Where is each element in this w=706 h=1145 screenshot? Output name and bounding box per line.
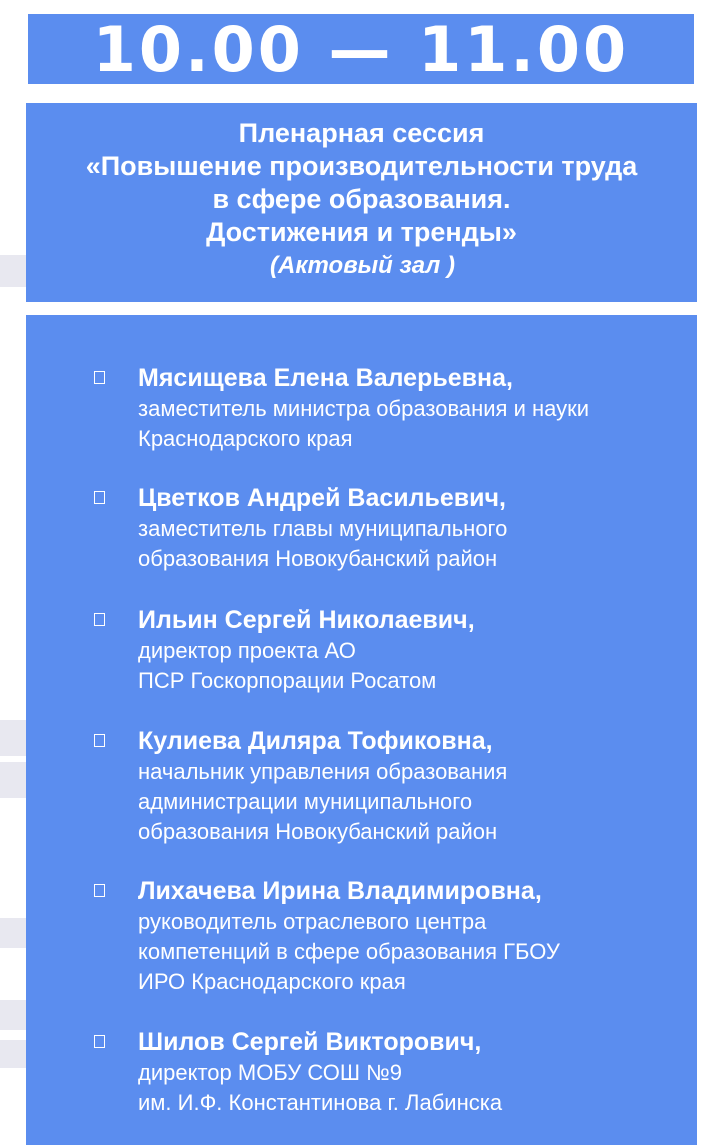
edge-decoration [0,918,26,948]
speaker-role-line: им. И.Ф. Константинова г. Лабинска [138,1090,503,1115]
speaker-role-line: директор МОБУ СОШ №9 [138,1060,402,1085]
checkbox-bullet-icon [94,1035,105,1048]
speaker-role-line: руководитель отраслевого центра [138,909,487,934]
session-title-line: «Повышение производительности труда [85,151,638,181]
speaker-role-line: компетенций в сфере образования ГБОУ [138,939,560,964]
speaker-role-line: начальник управления образования [138,759,508,784]
session-title-line: в сфере образования. [212,184,511,214]
speaker-name: Мясищева Елена Валерьевна, [138,364,513,392]
edge-decoration [0,1000,26,1030]
edge-decoration [0,720,26,756]
speaker-name: Ильин Сергей Николаевич, [138,606,475,634]
speaker-name: Шилов Сергей Викторович, [138,1028,482,1056]
checkbox-bullet-icon [94,491,105,504]
edge-decoration [0,255,26,287]
speaker-role [138,757,507,847]
checkbox-bullet-icon [94,734,105,747]
speaker-name: Цветков Андрей Васильевич, [138,484,506,512]
checkbox-bullet-icon [94,613,105,626]
edge-decoration [0,1040,26,1068]
speaker-role-line: образования Новокубанский район [138,546,498,571]
speaker-role-line: заместитель министра образования и науки [138,396,590,421]
session-title-line: Достижения и тренды» [206,217,517,247]
speaker-role-line: ИРО Краснодарского края [138,969,406,994]
speaker-role [138,1058,502,1118]
speaker-role [138,636,436,696]
speaker-role-line: ПСР Госкорпорации Росатом [138,668,437,693]
checkbox-bullet-icon [94,884,105,897]
checkbox-bullet-icon [94,371,105,384]
edge-decoration [0,762,26,798]
speaker-name: Кулиева Диляра Тофиковна, [138,727,493,755]
speaker-role-line: образования Новокубанский район [138,819,498,844]
speaker-role-line: Краснодарского края [138,426,353,451]
speaker-role [138,907,560,997]
speaker-role-line: администрации муниципального [138,789,473,814]
time-range: 10.00 — 11.00 [92,13,630,86]
session-type: Пленарная сессия [238,118,485,148]
speaker-role-line: директор проекта АО [138,638,356,663]
session-venue: (Актовый зал ) [270,252,455,279]
speaker-name: Лихачева Ирина Владимировна, [138,877,542,905]
session-title-box [26,103,697,302]
speakers-list [26,315,697,1145]
time-banner [28,14,694,84]
speaker-role [138,394,589,454]
speaker-role-line: заместитель главы муниципального [138,516,508,541]
speaker-role [138,514,507,574]
